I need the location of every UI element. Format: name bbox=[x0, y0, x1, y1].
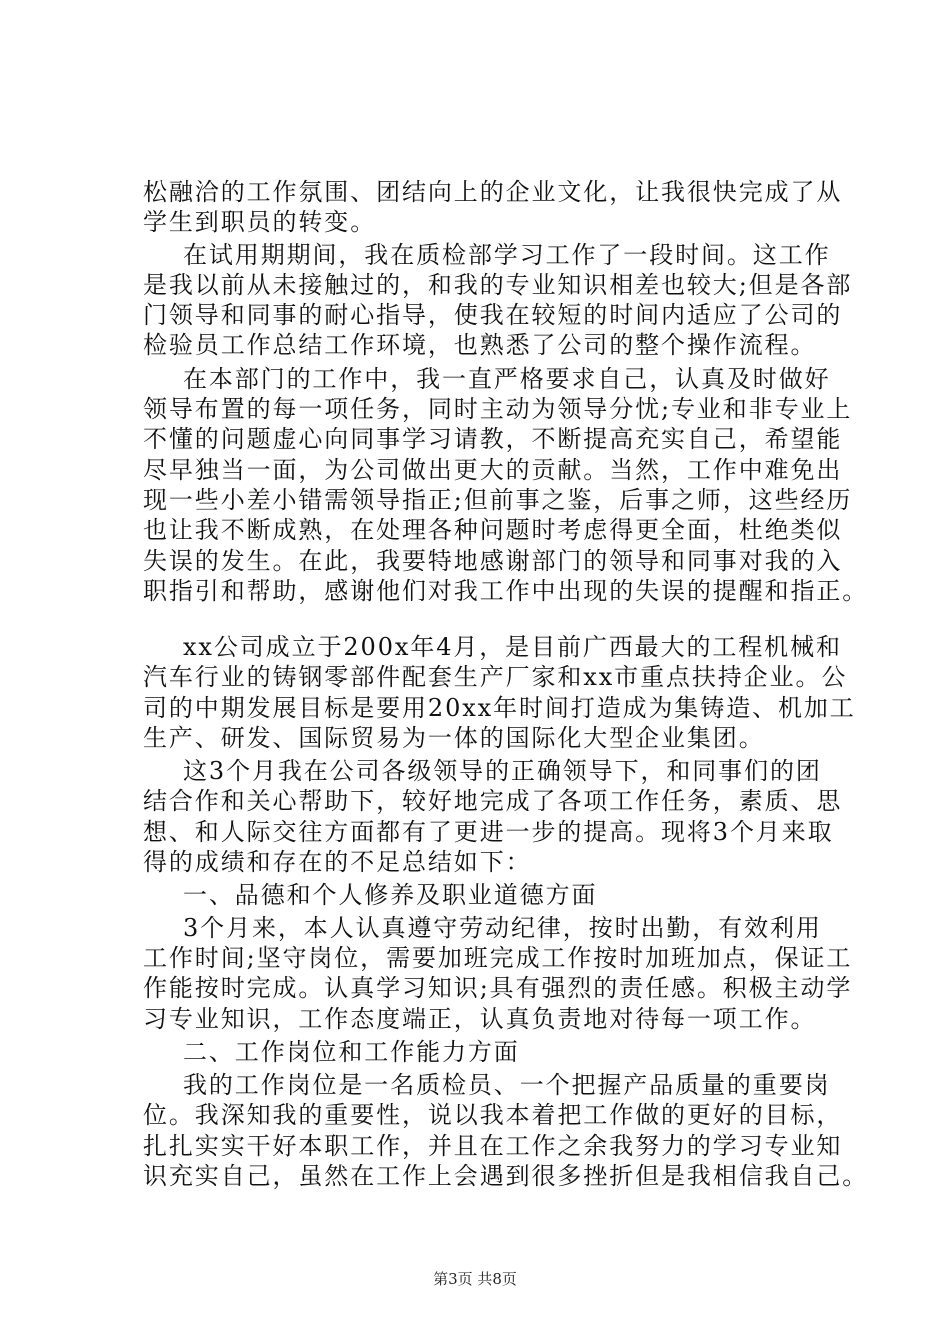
text-line: 现一些小差小错需领导指正;但前事之鉴，后事之师，这些经历 bbox=[143, 486, 853, 514]
text-line: 学生到职员的转变。 bbox=[143, 208, 377, 236]
text-line: 司的中期发展目标是要用20xx年时间打造成为集铸造、机加工 bbox=[143, 694, 856, 722]
text-line: 工作时间;坚守岗位，需要加班完成工作按时加班加点，保证工 bbox=[143, 944, 853, 972]
page-number-footer: 第3页 共8页 bbox=[433, 1270, 517, 1288]
text-line: 不懂的问题虚心向同事学习请教，不断提高充实自己，希望能 bbox=[143, 425, 843, 453]
text-line: 想、和人际交往方面都有了更进一步的提高。现将3个月来取 bbox=[143, 818, 834, 846]
text-line: 尽早独当一面，为公司做出更大的贡献。当然，工作中难免出 bbox=[143, 456, 843, 484]
text-line: 这3个月我在公司各级领导的正确领导下，和同事们的团 bbox=[183, 757, 822, 785]
text-line: 失误的发生。在此，我要特地感谢部门的领导和同事对我的入 bbox=[143, 547, 843, 575]
text-line: 我的工作岗位是一名质检员、一个把握产品质量的重要岗 bbox=[183, 1071, 831, 1099]
text-line: 汽车行业的铸钢零部件配套生产厂家和xx市重点扶持企业。公 bbox=[143, 663, 848, 691]
text-line: 松融洽的工作氛围、团结向上的企业文化，让我很快完成了从 bbox=[143, 178, 843, 206]
section-heading: 二、工作岗位和工作能力方面 bbox=[183, 1038, 520, 1066]
text-line: 门领导和同事的耐心指导，使我在较短的时间内适应了公司的 bbox=[143, 301, 843, 329]
text-line: 3个月来，本人认真遵守劳动纪律，按时出勤，有效利用 bbox=[183, 914, 822, 942]
text-line: 领导布置的每一项任务，同时主动为领导分忧;专业和非专业上 bbox=[143, 395, 853, 423]
text-line: 也让我不断成熟，在处理各种问题时考虑得更全面，杜绝类似 bbox=[143, 516, 843, 544]
text-line: 识充实自己，虽然在工作上会遇到很多挫折但是我相信我自己。 bbox=[143, 1162, 869, 1190]
text-line: 检验员工作总结工作环境，也熟悉了公司的整个操作流程。 bbox=[143, 331, 817, 359]
text-line: 作能按时完成。认真学习知识;具有强烈的责任感。积极主动学 bbox=[143, 974, 853, 1002]
text-line: 结合作和关心帮助下，较好地完成了各项工作任务，素质、思 bbox=[143, 787, 843, 815]
text-line: 扎扎实实干好本职工作，并且在工作之余我努力的学习专业知 bbox=[143, 1132, 843, 1160]
text-line: 是我以前从未接触过的，和我的专业知识相差也较大;但是各部 bbox=[143, 271, 853, 299]
text-line: 生产、研发、国际贸易为一体的国际化大型企业集团。 bbox=[143, 724, 765, 752]
section-heading: 一、品德和个人修养及职业道德方面 bbox=[183, 881, 598, 909]
text-line: 在本部门的工作中，我一直严格要求自己，认真及时做好 bbox=[183, 365, 831, 393]
text-line: 在试用期期间，我在质检部学习工作了一段时间。这工作 bbox=[183, 241, 831, 269]
text-line: 习专业知识，工作态度端正，认真负责地对待每一项工作。 bbox=[143, 1005, 817, 1033]
text-line: 职指引和帮助，感谢他们对我工作中出现的失误的提醒和指正。 bbox=[143, 577, 869, 605]
text-line: 得的成绩和存在的不足总结如下： bbox=[143, 848, 532, 876]
text-line: 位。我深知我的重要性，说以我本着把工作做的更好的目标， bbox=[143, 1101, 843, 1129]
text-line: xx公司成立于200x年4月，是目前广西最大的工程机械和 bbox=[183, 633, 842, 661]
